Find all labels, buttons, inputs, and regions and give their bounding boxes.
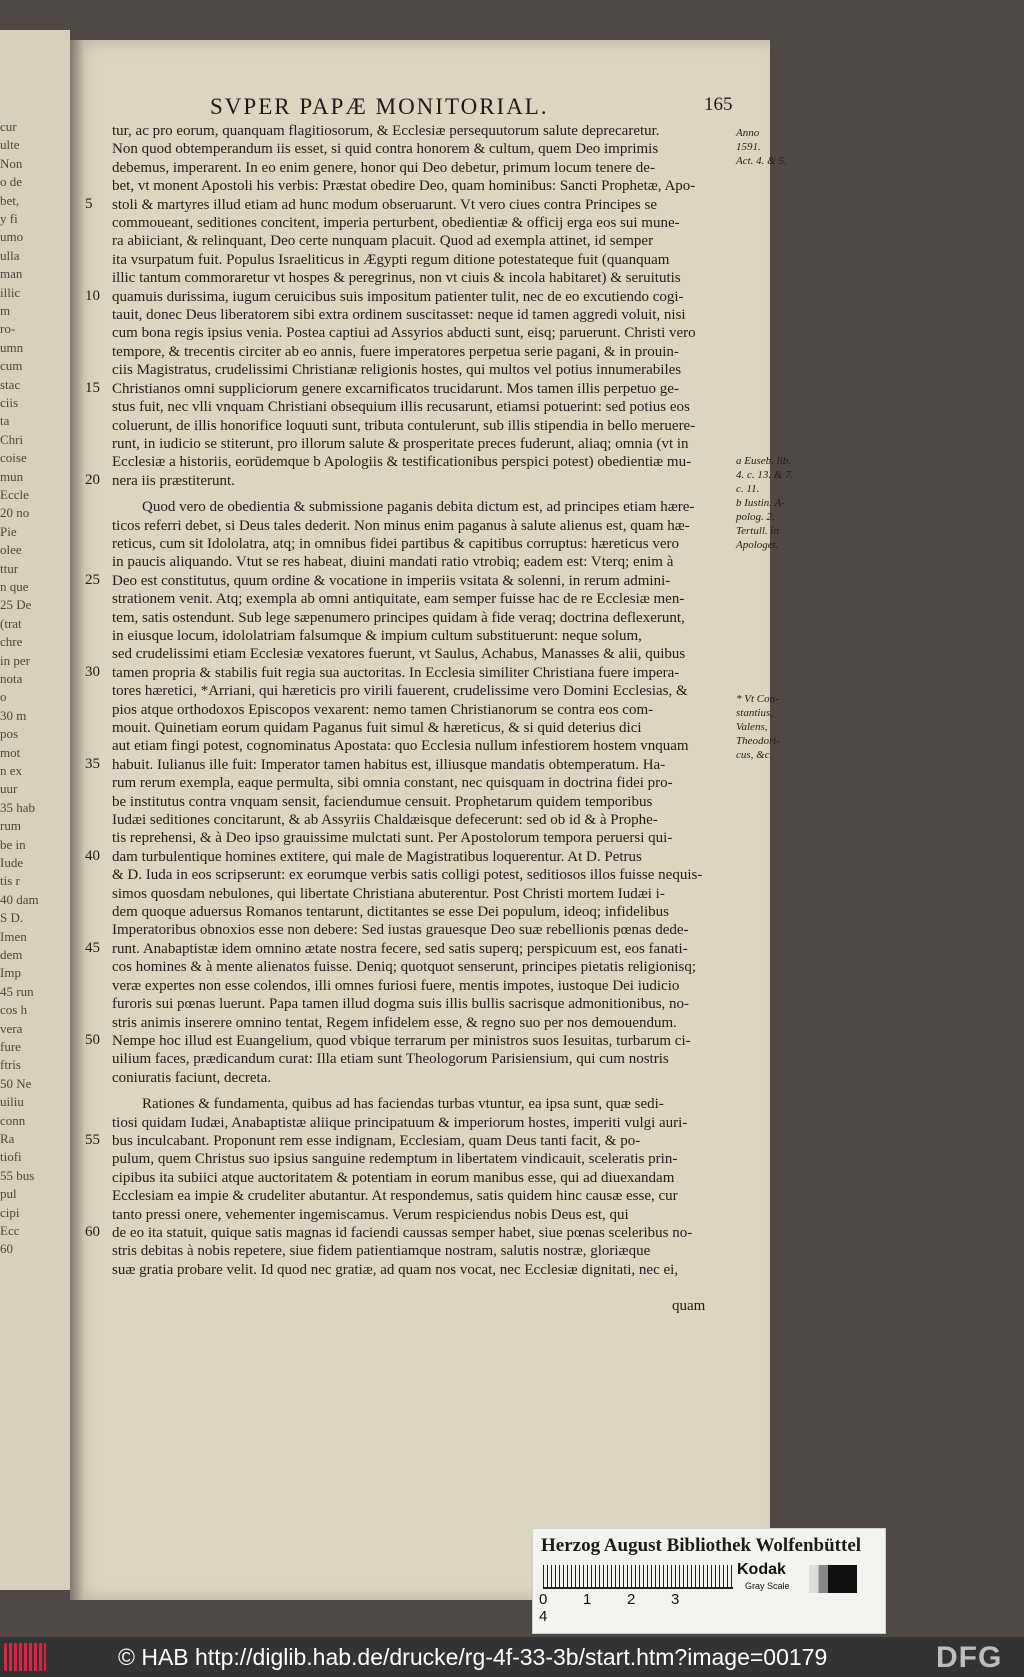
- text-line: aut etiam fingi potest, cognominatus Apostata: quo Ecclesia nullum infestiorem hostem vnquam: [112, 738, 689, 755]
- previous-page-fragment: in per: [0, 652, 30, 668]
- previous-page-fragment: dem: [0, 947, 23, 962]
- previous-page-fragment: umo: [0, 229, 24, 245]
- text-line: dam turbulentique homines extitere, qui male de Magistratibus loquerentur. At D. Petrus: [112, 848, 642, 865]
- text-line: tur, ac pro eorum, quanquam flagitiosorum, & Ecclesiæ persequutorum salute deprecaretur.: [112, 123, 660, 139]
- previous-page-fragment: chre: [0, 634, 23, 650]
- text-line: tamen propria & stabilis fuit regia sua auctoritas. In Ecclesia similiter Christiana fuere impera-: [112, 664, 680, 681]
- margin-note-year: [736, 126, 787, 168]
- margin-note-line: Act. 4. & 5.: [736, 155, 787, 167]
- text-line: ciis Magistratus, crudelissimi Christianæ religionis hostes, qui multos vel potius innumerabiles: [112, 362, 682, 379]
- previous-page-fragment: coise: [0, 450, 27, 466]
- line-number: 50: [85, 1031, 100, 1048]
- text-line: ticos referri debet, si Deus tales dederit. Non minus enim paganus à salute alienus est, quam hæ-: [112, 517, 690, 534]
- line-number: 40: [85, 847, 100, 864]
- text-line: commoueant, seditiones concitent, imperia perturbent, obedientiæ & officij erga eos sui mune-: [112, 215, 680, 232]
- text-line: mouit. Quinetiam eorum quidam Paganus fuit simul & hæreticus, & si quid deterius dici: [112, 720, 642, 736]
- grayscale-label: Gray Scale: [745, 1581, 790, 1591]
- line-number: 45: [85, 939, 100, 956]
- previous-page-fragment: 45 run: [0, 983, 34, 999]
- text-line: stoli & martyres illud etiam ad hunc modum obseruarunt. Vt vero ciues contra Principes se: [112, 196, 658, 213]
- ruler-number: 3: [671, 1591, 680, 1608]
- previous-page-fragment: cos h: [0, 1002, 28, 1018]
- previous-page-fragment: olee: [0, 542, 22, 558]
- text-line: cos homines & à mente alienatos fuisse. Deniq; quotquot senserunt, principes pietatis religionisq;: [112, 959, 697, 976]
- previous-page-fragment: conn: [0, 1112, 26, 1128]
- text-line: Rationes & fundamenta, quibus ad has faciendas turbas vtuntur, ea ipsa sunt, quæ sedi-: [142, 1096, 664, 1113]
- text-line: debemus, imperarent. In eo enim genere, honor qui Deo debetur, primum locum tenere de-: [112, 159, 655, 176]
- text-line: Non quod obtemperandum iis esset, si quid contra honorem & cultum, quem Deo imprimis: [112, 141, 659, 158]
- previous-page-fragment: rum: [0, 818, 21, 834]
- previous-page-fragment: tiofi: [0, 1149, 22, 1165]
- margin-note-line: Apologet.: [736, 539, 779, 551]
- margin-note-line: Theodori-: [736, 735, 780, 747]
- text-line: tis reprehensi, & à Deo ipso grauissime mulctati sunt. Per Apostolorum tempora peruersi qui-: [112, 830, 673, 847]
- text-line: quamuis durissima, iugum ceruicibus suis impositum patienter tulit, nec de eo excutiendo cogi-: [112, 288, 684, 305]
- page-gutter-shadow: [70, 40, 84, 1600]
- previous-page-fragment: Ecc: [0, 1223, 20, 1238]
- margin-note-line: * Vt Con-: [736, 693, 779, 705]
- text-line: tiosi quidam Iudæi, Anabaptistæ aliique principatuum & imperiorum hostes, imperiti vulgi auri-: [112, 1114, 688, 1131]
- line-number: 25: [85, 571, 100, 588]
- text-line: suæ gratia probare velit. Id quod nec gratiæ, ad quam nos vocat, nec Ecclesiæ dignitati, nec ei,: [112, 1261, 679, 1278]
- previous-page-fragment: vera: [0, 1020, 23, 1036]
- previous-page-fragment: mun: [0, 468, 24, 484]
- previous-page-fragment: o: [0, 689, 7, 705]
- previous-page-fragment: ciis: [0, 395, 19, 410]
- text-line: habuit. Iulianus ille fuit: Imperator tamen habitus est, illiusque mandatis obtemperatum. Ha-: [112, 756, 666, 773]
- line-number: 10: [85, 287, 100, 304]
- text-line: pulum, quem Christus suo ipsius sanguine redemptum in libertatem vindicauit, sceleratis prin-: [112, 1151, 678, 1168]
- text-line: ra abiiciant, & relinquant, Deo certe nunquam placuit. Quod ad exempla attinet, id semper: [112, 233, 654, 250]
- previous-page-fragment: 50 Ne: [0, 1075, 32, 1091]
- previous-page-fragment: Chri: [0, 431, 24, 447]
- text-line: illic tantum commoraretur vt hospes & peregrinus, non vt ciuis & incola habitaret) & seruitutis: [112, 270, 681, 287]
- line-number: 30: [85, 663, 100, 680]
- text-line: runt. Anabaptistæ idem omnino ætate nostra fecere, sed satis superq; perspicuum est, eos fanati-: [112, 940, 688, 957]
- text-line: coniuratis faciunt, decreta.: [112, 1069, 272, 1086]
- margin-note-line: b Iustin. A-: [736, 497, 785, 509]
- text-line: cum bona regis ipsius venia. Postea captiui ad Assyrios abducti sunt, eisq; paruerunt. Christi vero: [112, 325, 696, 342]
- previous-page-fragment: uur: [0, 781, 18, 797]
- text-line: dem quoque aduersus Romanos tentarunt, dictitantes se esse Dei populum, ideoq; infidelibus: [112, 904, 669, 921]
- text-line: tores hæretici, *Arriani, qui hæreticis pro virili fauerent, crudelissime vero Domini Ecclesias, &: [112, 683, 688, 700]
- line-number: 55: [85, 1131, 100, 1148]
- text-line: in eiusque locum, idololatriam falsumque & impium cultum substituerunt: neque solum,: [112, 627, 642, 644]
- text-line: bus inculcabant. Proponunt rem esse indignam, Ecclesiam, quam Deus tanti facit, & po-: [112, 1132, 641, 1149]
- previous-page-fragment: fure: [0, 1039, 21, 1054]
- previous-page-fragment: Imen: [0, 928, 27, 944]
- text-line: coluerunt, de illis honorifice loquuti sunt, tributa contulerunt, sub illis stipendia in bello meruere-: [112, 417, 696, 434]
- main-text-block: [112, 122, 732, 1279]
- text-line: stris animis inserere omnino tentat, Regem infidelem esse, & regno suo per nos demouendum.: [112, 1014, 677, 1031]
- previous-page-fragment: n que: [0, 579, 29, 594]
- text-line: Ecclesiam ea impie & crudeliter abutantur. At respondemus, satis quidem hinc causæ esse, cur: [112, 1188, 678, 1205]
- kodak-label: Kodak: [737, 1561, 786, 1578]
- previous-page-fragment: uiliu: [0, 1094, 24, 1110]
- ruler-number: 2: [627, 1591, 636, 1608]
- line-number: 60: [85, 1223, 100, 1240]
- line-number: 5: [85, 195, 93, 212]
- text-line: simos quosdam nebulones, qui libertate Christiana abuterentur. Post Christi mortem Iudæi i-: [112, 885, 665, 902]
- text-line: rum rerum exempla, eaque permulta, sibi omnia constant, nec quisquam in doctrina fidei pro-: [112, 775, 673, 792]
- text-line: de eo ita statuit, quique satis magnas id faciendi caussas semper habet, siue pœnas sceleribus no-: [112, 1224, 693, 1241]
- previous-page-fragment: ftris: [0, 1057, 21, 1073]
- text-line: stris debitas à nobis repetere, siue fidem patientiamque nostram, salutis nostræ, gloriæque: [112, 1243, 651, 1260]
- previous-page-fragment: 20 no: [0, 505, 30, 521]
- previous-page-fragment: nota: [0, 671, 23, 686]
- hab-logo-icon: [4, 1643, 46, 1671]
- previous-page-fragment: cipi: [0, 1204, 20, 1220]
- margin-note-arriani: [736, 692, 780, 762]
- margin-note-line: stantius,: [736, 707, 773, 719]
- previous-page-fragment: cum: [0, 358, 23, 374]
- previous-page-fragment: 35 hab: [0, 799, 36, 815]
- text-line: ita vsurpatum fuit. Populus Israeliticus in Ægypti regum ditione potestateque fuit (quanquam: [112, 251, 670, 268]
- text-line: Imperatoribus obnoxios esse non debere: Sed iustas grauesque Deo suæ rebellionis pœnas dede-: [112, 922, 689, 939]
- previous-page-fragment: man: [0, 266, 23, 282]
- previous-page-fragment: pul: [0, 1186, 17, 1202]
- previous-page-fragment: ttur: [0, 560, 19, 576]
- previous-page-fragment: ta: [0, 413, 10, 429]
- text-line: runt, in iudicio se stiterunt, pro illorum salute & prosperitate preces fuderunt, aliaq; omnia (vt in: [112, 435, 689, 452]
- margin-note-line: 4. c. 13. & 7.: [736, 469, 794, 481]
- previous-page-fragment: 40 dam: [0, 891, 39, 907]
- dfg-logo: DFG: [936, 1641, 1003, 1674]
- margin-note-line: 1591.: [736, 141, 761, 153]
- text-line: & D. Iuda in eos scripserunt: ex eorumque verbis satis colligi potest, seditiosos illos fuisse nequis-: [112, 867, 703, 884]
- text-line: sed crudelissimi etiam Ecclesiæ vexatores fuerunt, vt Saulus, Achabus, Manasses & alii, quibus: [112, 646, 686, 663]
- previous-page-fragment: pos: [0, 726, 19, 742]
- text-line: Iudæi seditiones concitarunt, & ab Assyriis Chaldæisque defecerunt: sed ob id & à Prophe-: [112, 812, 658, 829]
- previous-page-fragment: Imp: [0, 965, 21, 981]
- previous-page-fragment: tis r: [0, 873, 20, 889]
- margin-note-line: c. 11.: [736, 483, 760, 495]
- margin-note-line: Anno: [736, 127, 760, 139]
- text-line: Nempe hoc illud est Euangelium, quod vbique terrarum per ministros suos Iesuitas, turbarum ci-: [112, 1032, 691, 1049]
- previous-page-fragment: cur: [0, 119, 17, 134]
- previous-page-fragment: S D.: [0, 910, 24, 926]
- text-line: Ecclesiæ a historiis, eorūdemque b Apologiis & testificationibus perspici potest) obedientiæ mu-: [112, 454, 692, 471]
- text-line: Deo est constitutus, quum ordine & vocatione in imperiis vsitata & solenni, in rerum admini-: [112, 572, 671, 589]
- previous-page-fragment: Ra: [0, 1131, 15, 1146]
- ruler-number: 4: [539, 1608, 548, 1625]
- previous-page-fragment: 25 De: [0, 597, 32, 613]
- footer-bar: [0, 1637, 1024, 1677]
- previous-page-fragment: umn: [0, 339, 24, 355]
- text-line: bet, vt monent Apostoli his verbis: Præstat obedire Deo, quam hominibus: Sancti Prophetæ, Apo-: [112, 178, 696, 195]
- previous-page-fragment: be in: [0, 836, 26, 852]
- library-name: Herzog August Bibliothek Wolfenbüttel: [541, 1535, 862, 1556]
- ruler-number: 0: [539, 1591, 548, 1608]
- running-header: SVPER PAPÆ MONITORIAL.: [210, 94, 549, 119]
- margin-note-line: a Euseb. lib.: [736, 455, 791, 467]
- previous-page-fragment: 60: [0, 1241, 13, 1257]
- text-line: cipibus ita subiici atque auctoritatem & potentiam in eorum manibus esse, qui ad diuexandam: [112, 1169, 675, 1186]
- footer-copyright-url[interactable]: © HAB http://diglib.hab.de/drucke/rg-4f-33-3b/start.htm?image=00179: [118, 1644, 828, 1670]
- margin-note-line: cus, &c.: [736, 749, 773, 761]
- line-number: 20: [85, 471, 100, 488]
- text-line: tanto pressi onere, vehementer ingemiscamus. Verum respiciendus nobis Deus est, qui: [112, 1206, 629, 1223]
- margin-note-sources: [736, 454, 793, 552]
- margin-note-line: polog. 2.: [736, 511, 775, 523]
- previous-page-fragment: o de: [0, 174, 23, 190]
- previous-page-fragment: illic: [0, 284, 21, 300]
- previous-page-fragment: n ex: [0, 763, 23, 778]
- previous-page-fragment: 30 m: [0, 707, 27, 723]
- text-line: be institutus contra vnquam sensit, faciendumue censuit. Prophetarum quidem temporibus: [112, 793, 653, 810]
- page-number: 165: [704, 94, 733, 115]
- line-number: 35: [85, 755, 100, 772]
- previous-page-fragment: ulte: [0, 137, 20, 153]
- previous-page-fragment: Non: [0, 155, 23, 171]
- text-line: furoris sui pœnas luerunt. Papa tamen illud dogma suis illis bullis sacrisque admonitionibus, no-: [112, 996, 690, 1013]
- previous-page-fragment: mot: [0, 744, 21, 760]
- previous-page-fragment: bet,: [0, 192, 20, 208]
- previous-page-fragment: Eccle: [0, 487, 29, 502]
- previous-page-fragment: m: [0, 303, 11, 318]
- text-line: uilium faces, prædicandum curat: Illa etiam sunt Theologorum Parisiensium, qui cum nostris: [112, 1051, 669, 1068]
- text-line: strationem venit. Atq; exempla ab omni antiquitate, eam semper fuisse hac de re Ecclesiæ men-: [112, 591, 685, 608]
- ruler-number: 1: [583, 1591, 592, 1608]
- scale-ruler: [543, 1565, 733, 1589]
- previous-page-fragment: Pie: [0, 523, 17, 539]
- gray-scale-patch: [809, 1565, 857, 1593]
- text-line: reticus, cum sit Idololatra, atq; in omnibus fidei partibus & capitibus corruptus: hæreticus vero: [112, 535, 679, 552]
- text-line: in paucis aliquando. Vtut se res habeat, diuini mandati ratio vtrobiq; eadem est: Vterq; enim à: [112, 554, 674, 571]
- library-target-card: [532, 1528, 886, 1634]
- line-number: 15: [85, 379, 100, 396]
- previous-page-fragment: 55 bus: [0, 1167, 35, 1183]
- text-line: tempore, & trecentis circiter ab eo annis, fuere imperatores perpetua serie pagani, & in prouin-: [112, 343, 679, 360]
- text-line: Christianos omni suppliciorum genere excarnificatos trucidarunt. Mos tamen illis perpetuo ge-: [112, 380, 679, 397]
- text-line: Quod vero de obedientia & submissione paganis debita dictum est, ad principes etiam hære-: [142, 499, 695, 516]
- text-line: tem, satis ostendunt. Sub lege sæpenumero principes quidam à fide veraq; doctrina deflexerunt,: [112, 609, 685, 626]
- text-line: stus fuit, nec vlli vnquam Christiani obsequium illis recusarunt, etiamsi potuerint: sed potius eos: [112, 399, 690, 416]
- previous-page-fragment: Iude: [0, 855, 24, 870]
- text-line: pios atque orthodoxos Episcopos vexarent: nemo tamen Christianorum se contra eos com-: [112, 701, 654, 718]
- catchword: quam: [672, 1298, 706, 1314]
- text-line: veræ expertes non esse colendos, illi omnes furiosi fuere, mentis impotes, iustoque Dei iudicio: [112, 977, 680, 994]
- margin-note-line: Tertull. in: [736, 525, 779, 537]
- previous-page-fragment: (trat: [0, 615, 22, 631]
- previous-page-fragment: ulla: [0, 247, 20, 263]
- previous-page-fragment: stac: [0, 376, 21, 392]
- previous-page-edge: [0, 30, 70, 1590]
- previous-page-fragment: y fi: [0, 211, 18, 226]
- margin-note-line: Valens,: [736, 721, 768, 733]
- ruler-numbers: [539, 1591, 749, 1625]
- previous-page-fragment: ro-: [0, 321, 16, 337]
- text-line: tauit, donec Deus liberatorem sibi extra ordinem suscitasset: neque id tamen aggredi voluit, nisi: [112, 307, 686, 324]
- text-line: nera iis præstiterunt.: [112, 472, 235, 489]
